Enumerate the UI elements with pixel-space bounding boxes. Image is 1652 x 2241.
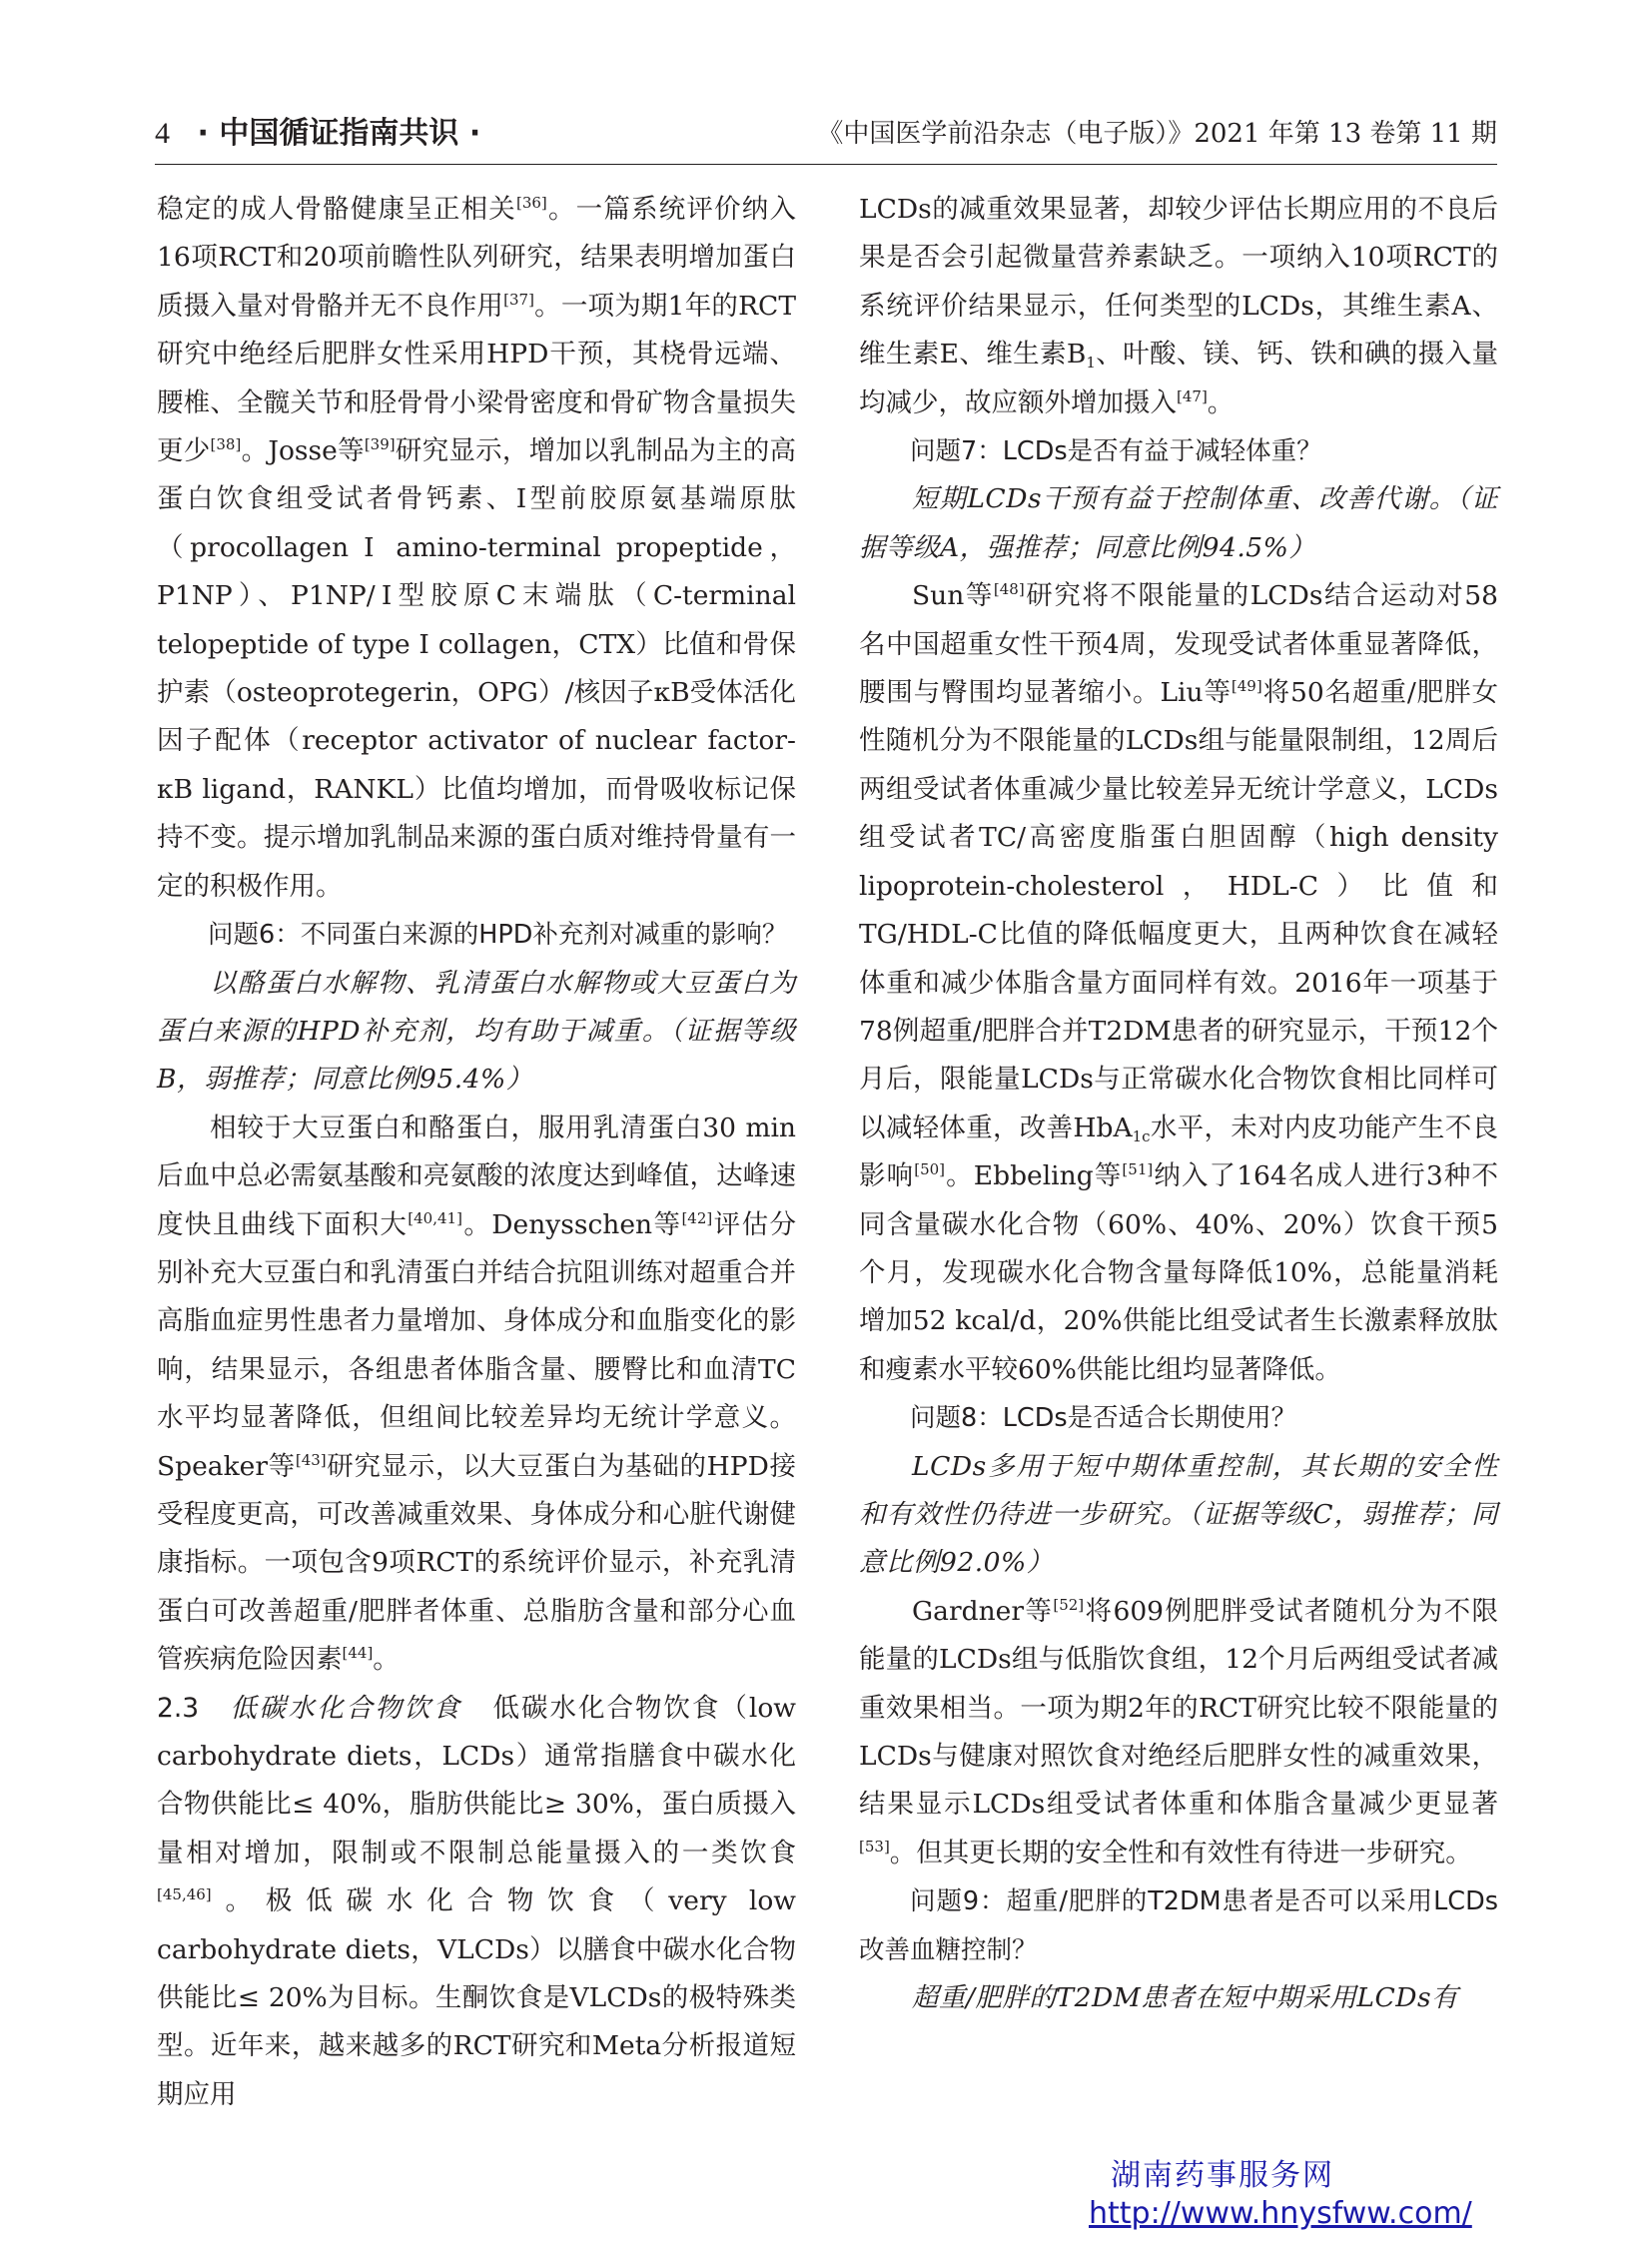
citation-ref[interactable]: [45,46] bbox=[157, 1885, 212, 1904]
citation-ref[interactable]: [44] bbox=[342, 1644, 374, 1663]
section-number: 2.3 bbox=[157, 1692, 200, 1724]
question-6: 问题6：不同蛋白来源的HPD补充剂对减重的影响？ bbox=[208, 920, 788, 951]
citation-ref[interactable]: [51] bbox=[1122, 1160, 1154, 1179]
citation-ref[interactable]: [40,41] bbox=[408, 1208, 462, 1227]
left-column bbox=[157, 186, 796, 2119]
page-number: 4 bbox=[155, 117, 170, 150]
journal-citation: 《中国医学前沿杂志（电子版）》2021 年第 13 卷第 11 期 bbox=[817, 119, 1497, 149]
paragraph-bone-health: 稳定的成人骨骼健康呈正相关[36]。一篇系统评价纳入16项RCT和20项前瞻性队列研究，结果表明增加蛋白质摄入量对骨骼并无不良作用[37]。一项为期1年的RCT研究中绝经后肥胖女性采用HPD干预，其桡骨远端、腰椎、全髋关节和胫骨骨小梁骨密度和骨矿物含量损失更少[38]。Josse等[39]研究显示，增加以乳制品为主的高蛋白饮食组受试者骨钙素、Ⅰ型前胶原氨基端原肽（procollagen Ⅰ amino-terminal propeptide，P1NP）、P1NP/Ⅰ型胶原C末端肽（C-terminal telopeptide of type Ⅰ collagen，CTX）比值和骨保护素（osteoprotegerin，OPG）/核因子κB受体活化因子配体（receptor activator of nuclear factor-κB ligand，RANKL）比值均增加，而骨吸收标记保持不变。提示增加乳制品来源的蛋白质对维持骨量有一定的积极作用。 bbox=[157, 194, 797, 902]
section-title: 低碳水化合物饮食 bbox=[230, 1692, 462, 1724]
citation-ref[interactable]: [39] bbox=[364, 435, 396, 454]
recommendation-7: 短期LCDs干预有益于控制体重、改善代谢。（证据等级A，强推荐；同意比例94.5%） bbox=[859, 483, 1498, 563]
running-header bbox=[155, 112, 1497, 156]
journal-section-tag: · 中国循证指南共识 · bbox=[197, 116, 481, 151]
citation-ref[interactable]: [50] bbox=[914, 1160, 946, 1179]
paragraph-protein-sources: 相较于大豆蛋白和酪蛋白，服用乳清蛋白30 min后血中总必需氨基酸和亮氨酸的浓度达到峰值，达峰速度快且曲线下面积大[40,41]。Denysschen等[42]评估分别补充大豆蛋白和乳清蛋白并结合抗阻训练对超重合并高脂血症男性患者力量增加、身体成分和血脂变化的影响，结果显示，各组患者体脂含量、腰臀比和血清TC水平均显著降低，但组间比较差异均无统计学意义。Speaker等[43]研究显示，以大豆蛋白为基础的HPD接受程度更高，可改善减重效果、身体成分和心脏代谢健康指标。一项包含9项RCT的系统评价显示，补充乳清蛋白可改善超重/肥胖者体重、总脂肪含量和部分心血管疾病危险因素[44]。 bbox=[157, 1112, 797, 1676]
citation-ref[interactable]: [38] bbox=[210, 435, 242, 454]
citation-ref[interactable]: [36] bbox=[515, 194, 547, 212]
citation-ref[interactable]: [53] bbox=[859, 1837, 890, 1856]
citation-ref[interactable]: [37] bbox=[503, 290, 534, 309]
header-divider bbox=[155, 164, 1497, 165]
recommendation-8: LCDs多用于短中期体重控制，其长期的安全性和有效性仍待进一步研究。（证据等级C，弱推荐；同意比例92.0%） bbox=[859, 1450, 1498, 1579]
watermark-url-link[interactable]: http://www.hnysfww.com/ bbox=[1089, 2196, 1472, 2231]
paragraph-lcd-long-term: Gardner等[52]将609例肥胖受试者随机分为不限能量的LCDs组与低脂饮食组，12个月后两组受试者减重效果相当。一项为期2年的RCT研究比较不限能量的LCDs与健康对照饮食对绝经后肥胖女性的减重效果，结果显示LCDs组受试者体重和体脂含量减少更显著[53]。但其更长期的安全性和有效性有待进一步研究。 bbox=[859, 1595, 1498, 1868]
citation-ref[interactable]: [47] bbox=[1177, 386, 1208, 405]
citation-ref[interactable]: [52] bbox=[1053, 1595, 1085, 1614]
citation-ref[interactable]: [43] bbox=[295, 1450, 327, 1469]
paragraph-lcd-weight-loss: Sun等[48]研究将不限能量的LCDs结合运动对58名中国超重女性干预4周，发现受试者体重显著降低，腰围与臀围均显著缩小。Liu等[49]将50名超重/肥胖女性随机分为不限能量的LCDs组与能量限制组，12周后两组受试者体重减少量比较差异无统计学意义，LCDs组受试者TC/高密度脂蛋白胆固醇（high density lipoprotein-cholesterol，HDL-C）比值和TG/HDL-C比值的降低幅度更大，且两种饮食在减轻体重和减少体脂含量方面同样有效。2016年一项基于78例超重/肥胖合并T2DM患者的研究显示，干预12个月后，限能量LCDs与正常碳水化合物饮食相比同样可以减轻体重，改善HbA$_{1c}$水平，未对内皮功能产生不良影响[50]。Ebbeling等[51]纳入了164名成人进行3种不同含量碳水化合物（60%、40%、20%）饮食干预5个月，发现碳水化合物含量每降低10%，总能量消耗增加52 kcal/d，20%供能比组受试者生长激素释放肽和瘦素水平较60%供能比组均显著降低。 bbox=[859, 580, 1499, 1385]
question-8: 问题8：LCDs是否适合长期使用？ bbox=[910, 1403, 1297, 1434]
citation-ref[interactable]: [42] bbox=[681, 1208, 713, 1227]
citation-ref[interactable]: [49] bbox=[1231, 677, 1262, 696]
recommendation-9: 超重/肥胖的T2DM患者在短中期采用LCDs有 bbox=[912, 1982, 1459, 2014]
question-9: 问题9：超重/肥胖的T2DM患者是否可以采用LCDs改善血糖控制？ bbox=[859, 1886, 1498, 1965]
paragraph-micronutrients: LCDs的减重效果显著，却较少评估长期应用的不良后果是否会引起微量营养素缺乏。一项纳入10项RCT的系统评价结果显示，任何类型的LCDs，其维生素A、维生素E、维生素$B_1$、叶酸、镁、钙、铁和碘的摄入量均减少，故应额外增加摄入[47]。 bbox=[859, 194, 1498, 418]
question-7: 问题7：LCDs是否有益于减轻体重？ bbox=[910, 436, 1322, 467]
citation-ref[interactable]: [48] bbox=[993, 580, 1025, 599]
watermark-site-name: 湖南药事服务网 bbox=[1111, 2158, 1334, 2193]
recommendation-6: 以酪蛋白水解物、乳清蛋白水解物或大豆蛋白为蛋白来源的HPD补充剂，均有助于减重。（证据等级B，弱推荐；同意比例95.4%） bbox=[157, 967, 796, 1096]
watermark bbox=[1089, 2157, 1472, 2233]
header-left bbox=[155, 112, 480, 156]
right-column bbox=[859, 186, 1498, 2022]
section-2-3: 2.3 低碳水化合物饮食 低碳水化合物饮食（low carbohydrate diets，LCDs）通常指膳食中碳水化合物供能比≤ 40%，脂肪供能比≥ 30%，蛋白质摄入量相对增加，限制或不限制总能量摄入的一类饮食[45,46]。极低碳水化合物饮食（very low carbohydrate diets，VLCDs）以膳食中碳水化合物供能比≤ 20%为目标。生酮饮食是VLCDs的极特殊类型。近年来，越来越多的RCT研究和Meta分析报道短期应用 bbox=[157, 1692, 796, 2110]
